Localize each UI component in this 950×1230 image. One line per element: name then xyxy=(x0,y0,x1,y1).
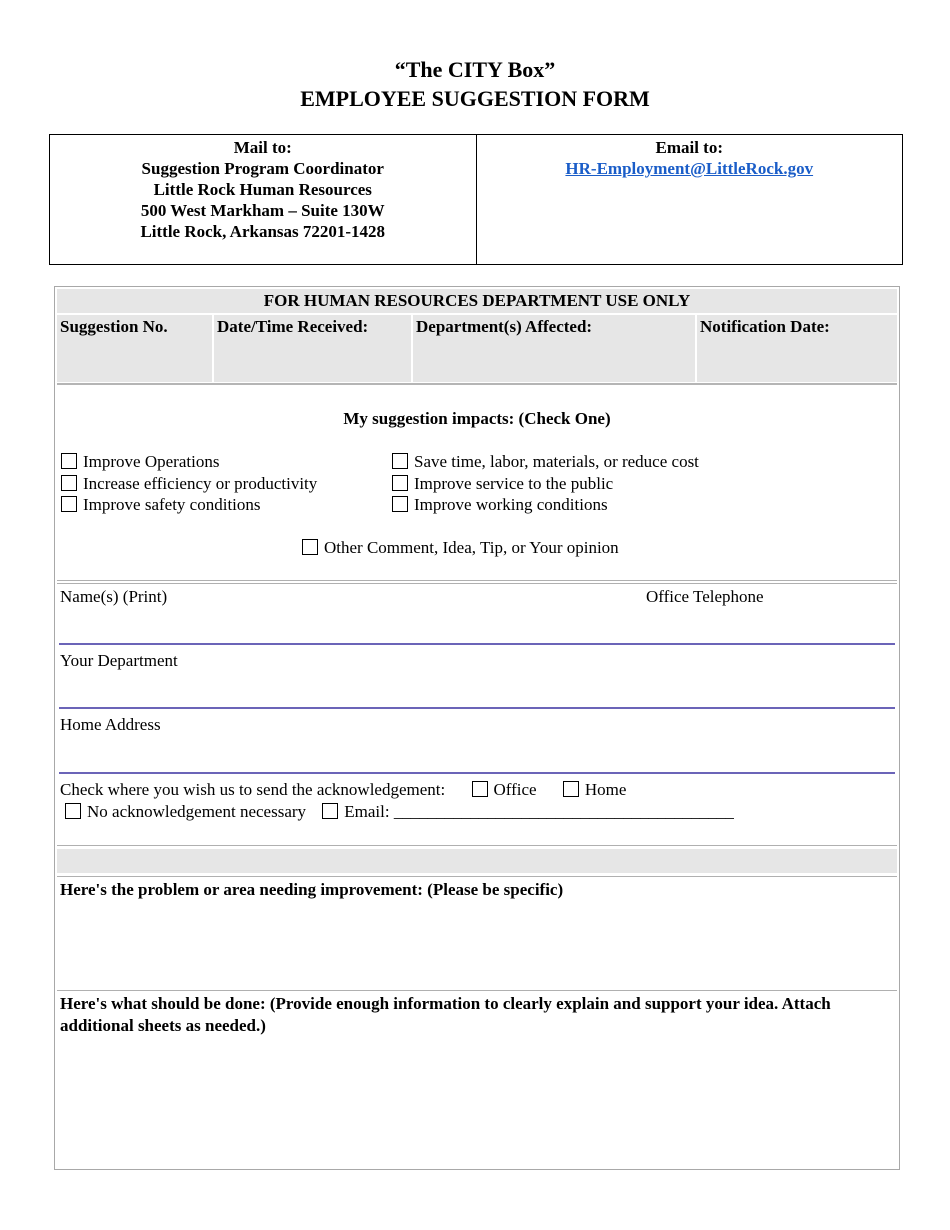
home-label: Home xyxy=(584,780,627,799)
email-checkbox[interactable] xyxy=(322,803,338,819)
office-checkbox[interactable] xyxy=(472,781,488,797)
option-improve-operations[interactable] xyxy=(61,451,317,473)
hr-section-divider xyxy=(57,383,897,385)
section-separator-band xyxy=(57,849,897,873)
contact-divider xyxy=(57,845,897,846)
acknowledgement-row-1 xyxy=(60,779,626,801)
checkbox[interactable] xyxy=(61,453,77,469)
option-improve-working-conditions[interactable] xyxy=(392,494,699,516)
email-field[interactable]: Email: ________________________________________ xyxy=(344,802,734,821)
suggestion-no-field[interactable]: Suggestion No. xyxy=(57,315,212,382)
email-link[interactable]: HR-Employment@LittleRock.gov xyxy=(565,159,814,178)
option-increase-efficiency[interactable] xyxy=(61,473,317,495)
option-improve-safety[interactable] xyxy=(61,494,317,516)
no-acknowledgement-checkbox[interactable] xyxy=(65,803,81,819)
acknowledgement-row-2 xyxy=(65,801,734,823)
mailing-info-box xyxy=(49,134,903,265)
checkbox[interactable] xyxy=(302,539,318,555)
impacts-title: My suggestion impacts: (Check One) xyxy=(343,409,611,428)
option-label: Improve Operations xyxy=(83,452,220,471)
checkbox[interactable] xyxy=(392,475,408,491)
home-checkbox[interactable] xyxy=(563,781,579,797)
mail-line-department: Little Rock Human Resources xyxy=(153,180,372,199)
hr-use-row xyxy=(57,315,897,382)
problem-input-area[interactable] xyxy=(57,905,897,987)
checkbox[interactable] xyxy=(392,496,408,512)
option-label: Improve service to the public xyxy=(414,473,614,493)
no-acknowledgement-label: No acknowledgement necessary xyxy=(87,802,307,821)
form-subtitle: EMPLOYEE SUGGESTION FORM xyxy=(300,86,650,111)
home-address-label: Home Address xyxy=(60,715,161,734)
option-save-time[interactable] xyxy=(392,451,699,473)
home-address-input-line[interactable] xyxy=(59,772,895,774)
impact-options-right xyxy=(392,451,699,516)
notification-date-field[interactable]: Notification Date: xyxy=(697,315,897,382)
email-to-column xyxy=(477,135,903,264)
option-label: Improve working conditions xyxy=(414,495,608,514)
hr-use-heading: FOR HUMAN RESOURCES DEPARTMENT USE ONLY xyxy=(57,289,897,313)
option-label: Increase efficiency or productivity xyxy=(83,473,318,493)
solution-label: Here's what should be done: (Provide enough information to clearly explain and support your idea. Attach additional sheets as needed.) xyxy=(60,994,831,1035)
office-telephone-label: Office Telephone xyxy=(646,587,764,606)
email-to-label: Email to: xyxy=(655,138,724,157)
impact-options-left xyxy=(61,451,317,516)
date-received-field[interactable]: Date/Time Received: xyxy=(214,315,411,382)
option-other[interactable] xyxy=(302,537,619,559)
form-title: “The CITY Box” xyxy=(394,57,556,82)
mail-to-label: Mail to: xyxy=(233,138,292,157)
checkbox[interactable] xyxy=(392,453,408,469)
problem-divider xyxy=(57,990,897,991)
impacts-divider-2 xyxy=(57,583,897,584)
option-label: Improve safety conditions xyxy=(83,495,261,514)
problem-top-divider xyxy=(57,876,897,877)
department-input-line[interactable] xyxy=(59,707,895,709)
mail-line-city: Little Rock, Arkansas 72201-1428 xyxy=(140,222,386,241)
departments-affected-field[interactable]: Department(s) Affected: xyxy=(413,315,695,382)
acknowledgement-prompt: Check where you wish us to send the acknowledgement: xyxy=(60,780,446,799)
checkbox[interactable] xyxy=(61,496,77,512)
names-label: Name(s) (Print) xyxy=(60,587,168,606)
impacts-divider xyxy=(57,580,897,581)
option-improve-service[interactable] xyxy=(392,473,699,495)
office-label: Office xyxy=(493,780,537,799)
mail-to-column xyxy=(50,135,477,264)
solution-input-area[interactable] xyxy=(57,1040,897,1165)
department-label: Your Department xyxy=(60,651,178,670)
names-input-line[interactable] xyxy=(59,643,895,645)
option-label: Other Comment, Idea, Tip, or Your opinion xyxy=(324,538,619,557)
option-label: Save time, labor, materials, or reduce cost xyxy=(414,452,699,471)
mail-line-coordinator: Suggestion Program Coordinator xyxy=(141,159,384,178)
problem-label: Here's the problem or area needing improvement: (Please be specific) xyxy=(60,880,564,899)
mail-line-street: 500 West Markham – Suite 130W xyxy=(140,201,385,220)
checkbox[interactable] xyxy=(61,475,77,491)
